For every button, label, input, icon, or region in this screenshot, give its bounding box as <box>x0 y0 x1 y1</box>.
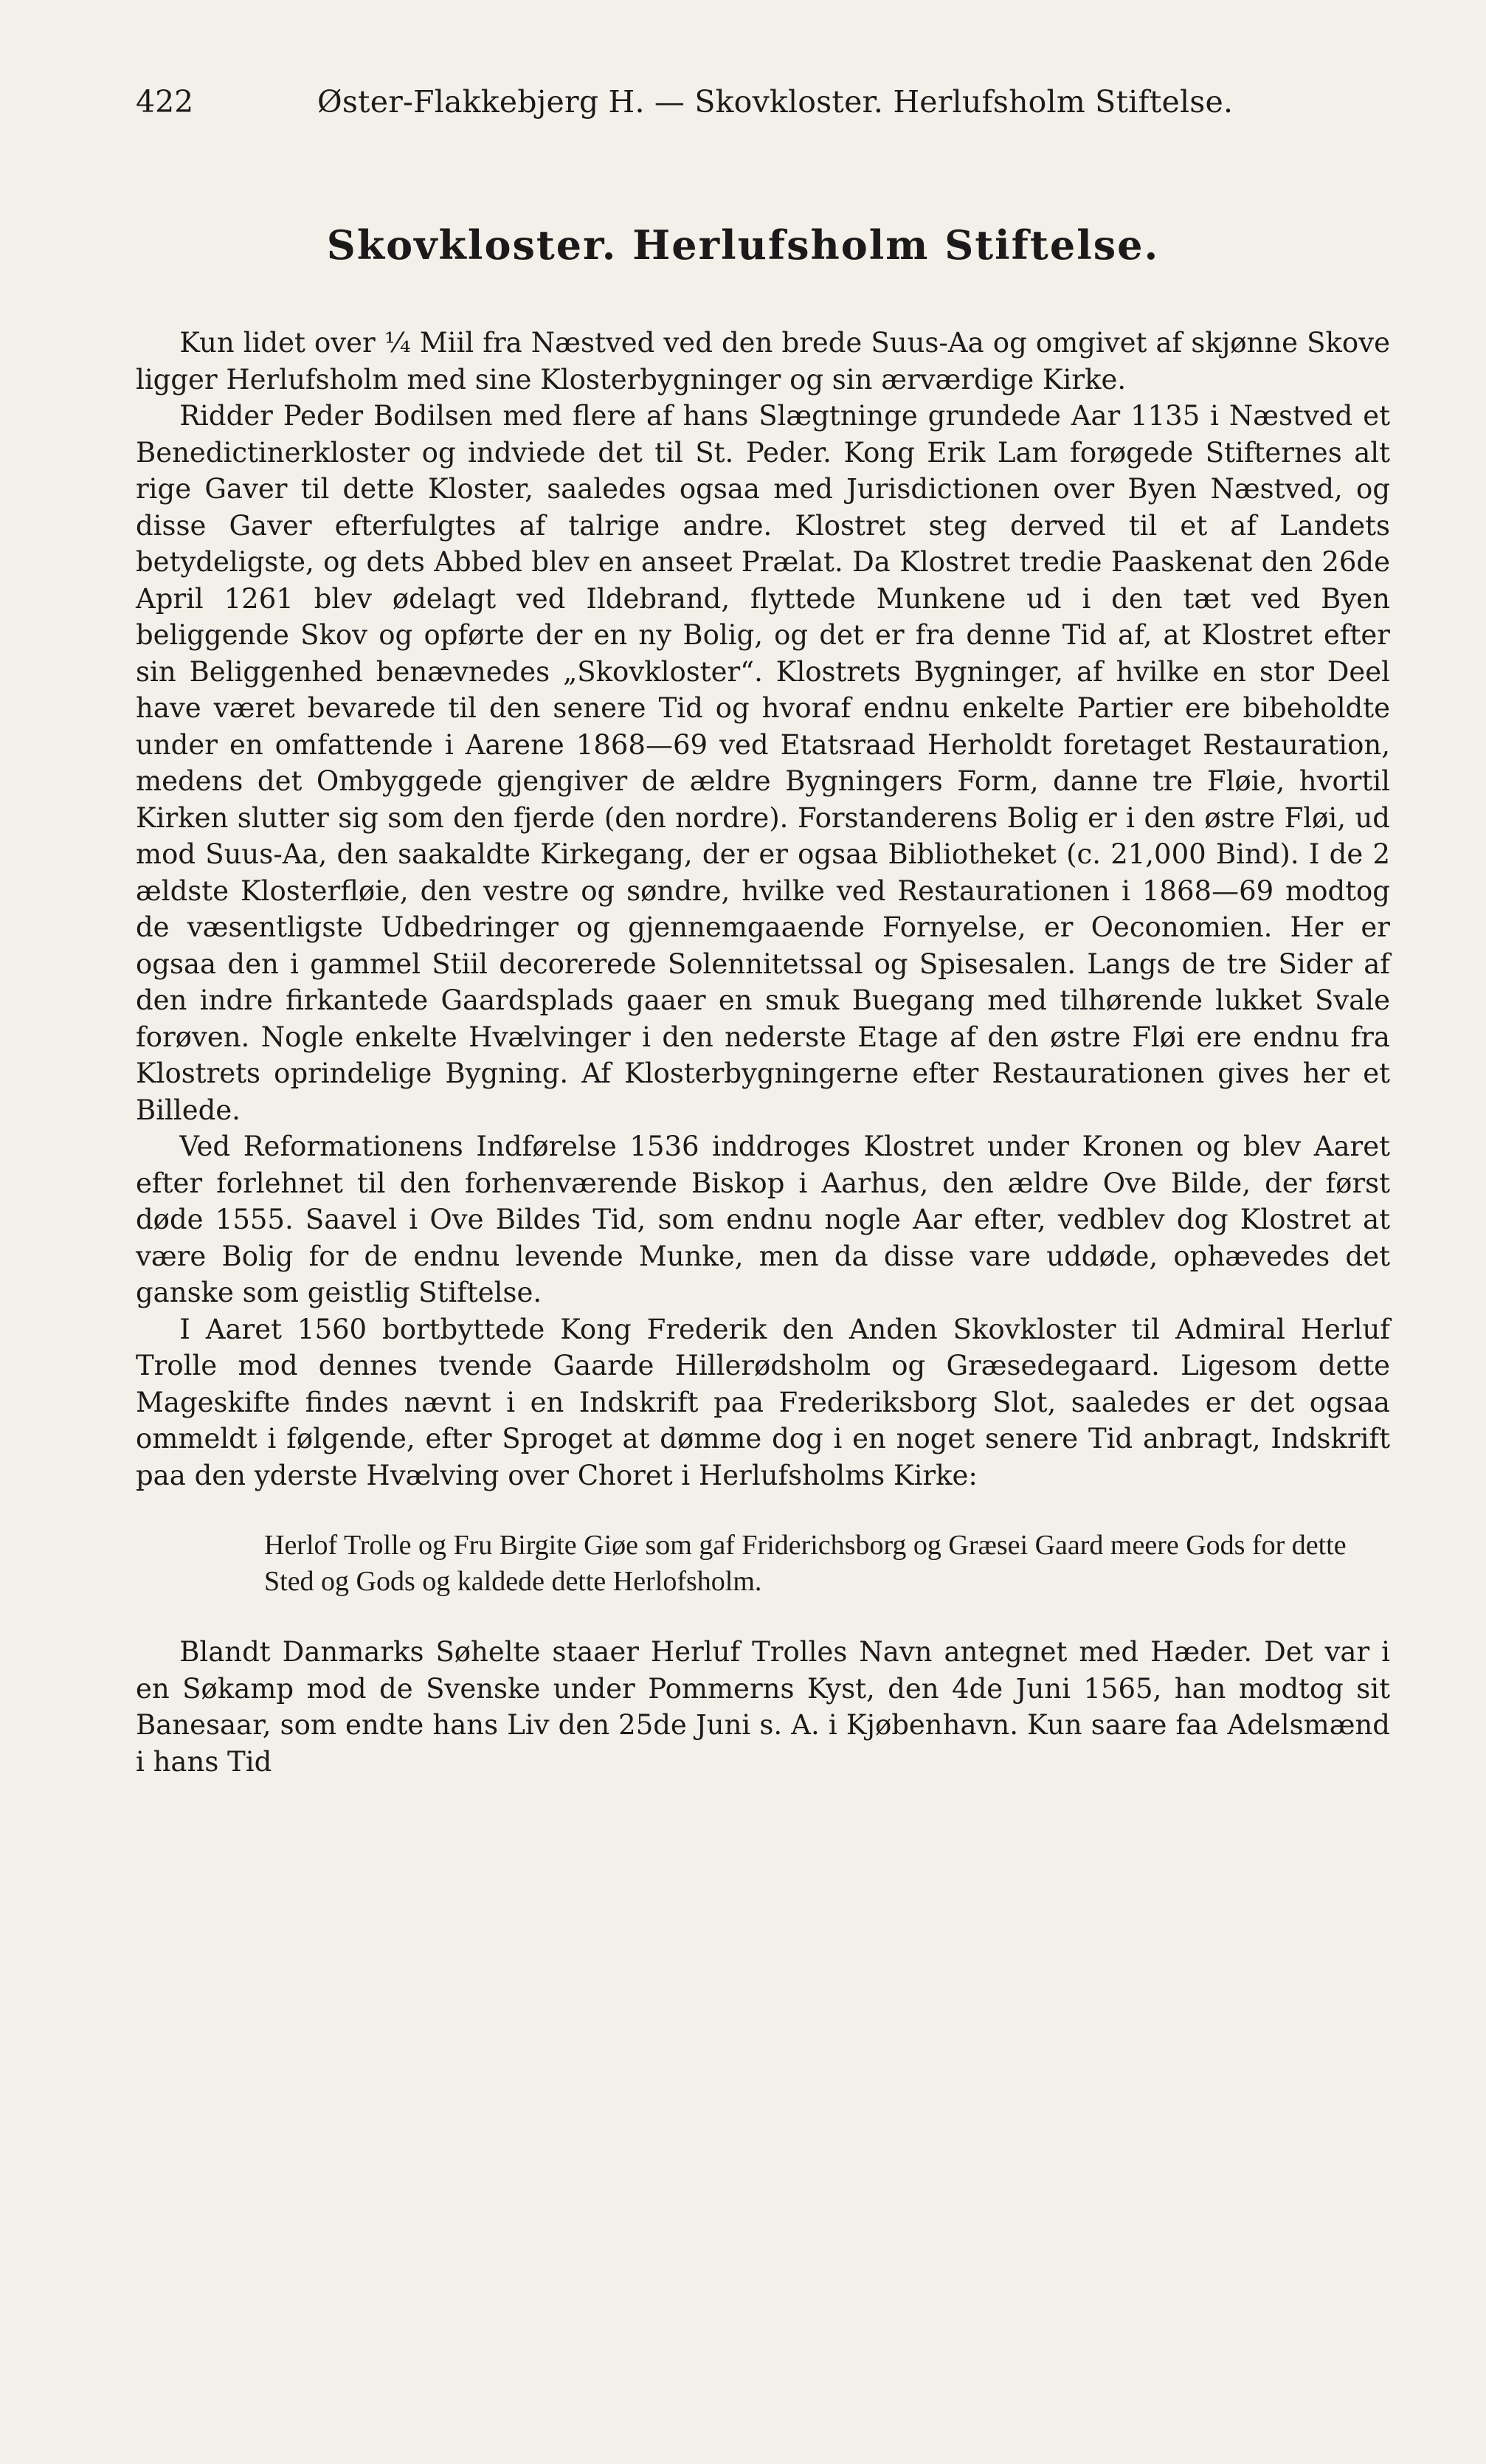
paragraph-closing: Blandt Danmarks Søhelte staaer Herluf Trolles Navn antegnet med Hæder. Det var i en Søkamp mod de Svenske under Pommerns Kyst, den 4de Juni 1565, han modtog sit Banesaar, som endte hans Liv den 25de Juni s. A. i Kjøbenhavn. Kun saare faa Adelsmænd i hans Tid <box>136 1636 1390 1778</box>
paragraph-reformation: Ved Reformationens Indførelse 1536 inddroges Klostret under Kronen og blev Aaret efter forlehnet til den forhenværende Biskop i Aarhus, den ældre Ove Bilde, der først døde 1555. Saavel i Ove Bildes Tid, som endnu nogle Aar efter, vedblev dog Klostret at være Bolig for de endnu levende Munke, men da disse vare uddøde, ophævedes det ganske som geistlig Stiftelse. <box>136 1131 1390 1308</box>
body-text <box>136 325 1390 1780</box>
paragraph-exchange: I Aaret 1560 bortbyttede Kong Frederik den Anden Skovkloster til Admiral Herluf Trolle mod dennes tvende Gaarde Hillerødsholm og Græsedegaard. Ligesom dette Mageskifte findes nævnt i en Indskrift paa Frederiksborg Slot, saaledes er det ogsaa ommeldt i følgende, efter Sproget at dømme dog i en noget senere Tid anbragt, Indskrift paa den yderste Hvælving over Choret i Herlufsholms Kirke: <box>136 1313 1390 1491</box>
running-header <box>136 80 1390 124</box>
paragraph-history: Ridder Peder Bodilsen med flere af hans Slægtninge grundede Aar 1135 i Næstved et Benedictinerkloster og indviede det til St. Peder. Kong Erik Lam forøgede Stifternes alt rige Gaver til dette Kloster, saaledes ogsaa med Jurisdictionen over Byen Næstved, og disse Gaver efterfulgtes af talrige andre. Klostret steg derved til et af Landets betydeligste, og dets Abbed blev en anseet Prælat. Da Klostret tredie Paaskenat den 26de April 1261 blev ødelagt ved Ildebrand, flyttede Munkene ud i den tæt ved Byen beliggende Skov og opførte der en ny Bolig, og det er fra denne Tid af, at Klostret efter sin Beliggenhed benævnedes „Skovkloster“. Klostrets Bygninger, af hvilke en stor Deel have været bevarede til den senere Tid og hvoraf endnu enkelte Partier ere bibeholdte under en omfattende i Aarene 1868—69 ved Etatsraad Herholdt foretaget Restauration, medens det Ombyggede gjengiver de ældre Bygningers Form, danne tre Fløie, hvortil Kirken slutter sig som den fjerde (den nordre). Forstanderens Bolig er i den østre Fløi, ud mod Suus-Aa, den saakaldte Kirkegang, der er ogsaa Bibliotheket (c. 21,000 Bind). I de 2 ældste Klosterfløie, den vestre og søndre, hvilke ved Restaurationen i 1868—69 modtog de væsentligste Udbedringer og gjennemgaaende Fornyelse, er Oeconomien. Her er ogsaa den i gammel Stiil decorerede Solennitetssal og Spisesalen. Langs de tre Sider af den indre firkantede Gaardsplads gaaer en smuk Buegang med tilhørende lukket Svale forøven. Nogle enkelte Hvælvinger i den nederste Etage af den østre Fløi ere endnu fra Klostrets oprindelige Bygning. Af Klosterbygningerne efter Restaurationen gives her et Billede. <box>136 400 1390 1126</box>
page-number: 422 <box>136 84 194 120</box>
running-title: Øster-Flakkebjerg H. — Skovkloster. Herlufsholm Stiftelse. <box>317 84 1234 120</box>
section-title: Skovkloster. Herlufsholm Stiftelse. <box>326 221 1160 269</box>
paragraph-intro: Kun lidet over ¼ Miil fra Næstved ved den brede Suus-Aa og omgivet af skjønne Skove ligger Herlufsholm med sine Klosterbygninger og sin ærværdige Kirke. <box>136 327 1390 396</box>
inscription-quote: Herlof Trolle og Fru Birgite Giøe som gaf Friderichsborg og Græsei Gaard meere Gods for dette Sted og Gods og kaldede dette Herlofsholm. <box>264 1530 1347 1597</box>
